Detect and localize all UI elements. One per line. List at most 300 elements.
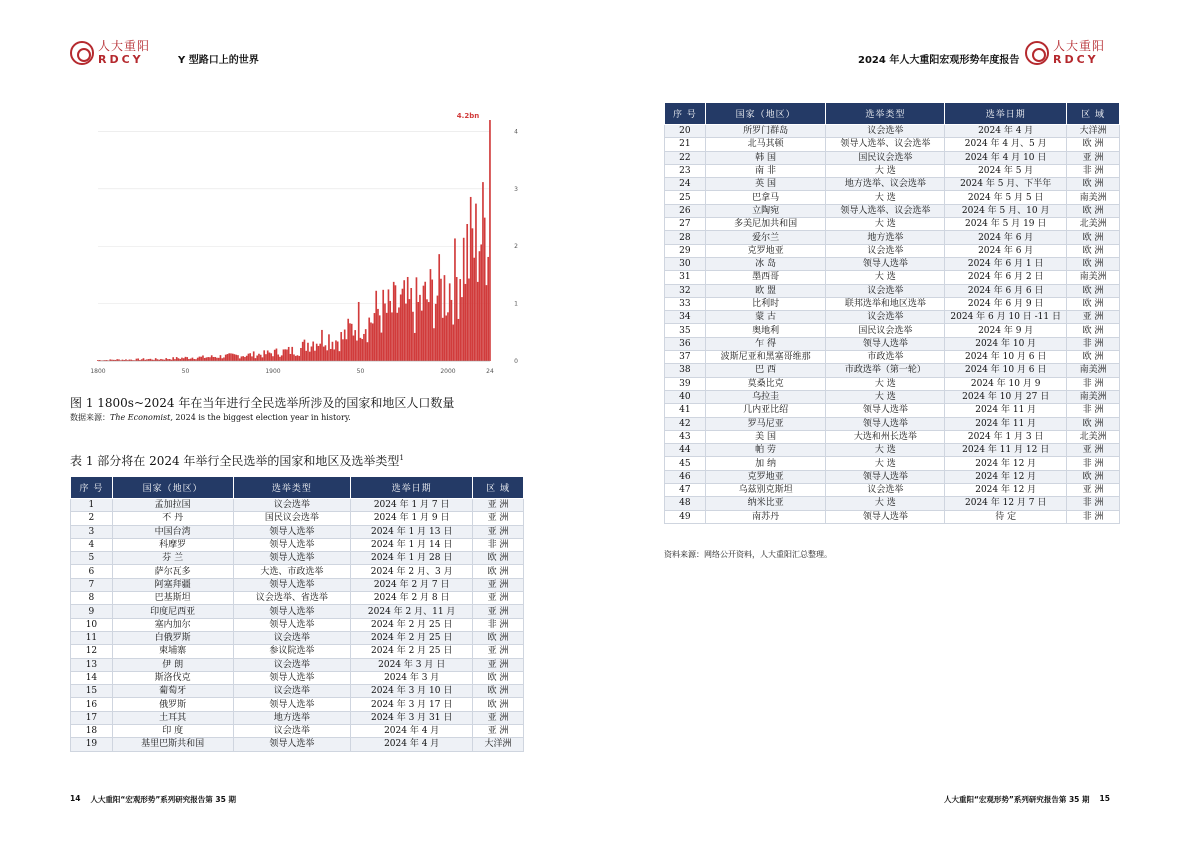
table-cell: 39 xyxy=(665,377,706,390)
table-cell: 2 xyxy=(71,512,113,525)
table-cell: 非 洲 xyxy=(1067,337,1120,350)
table-row xyxy=(665,125,1120,138)
bar xyxy=(339,351,341,361)
bar xyxy=(489,120,491,361)
bar xyxy=(291,347,293,361)
bar xyxy=(192,358,194,361)
bar xyxy=(430,269,432,361)
table-cell: 南美洲 xyxy=(1067,364,1120,377)
bar xyxy=(284,349,286,361)
bar xyxy=(227,354,229,361)
table-row xyxy=(71,512,524,525)
table-cell: 欧 洲 xyxy=(1067,470,1120,483)
table-cell: 29 xyxy=(665,244,706,257)
table-cell: 36 xyxy=(665,337,706,350)
bar xyxy=(160,359,162,361)
bar xyxy=(340,332,342,361)
bar xyxy=(346,339,348,361)
table-cell: 南 非 xyxy=(705,164,826,177)
bar xyxy=(312,342,314,361)
table-cell: 大洋洲 xyxy=(1067,125,1120,138)
logo-en: RDCY xyxy=(98,53,144,66)
bar xyxy=(143,358,145,361)
table-cell: 2024 年 12 月 xyxy=(945,470,1067,483)
table-cell: 2024 年 6 月 xyxy=(945,244,1067,257)
table-cell: 亚 洲 xyxy=(1067,484,1120,497)
table-cell: 莫桑比克 xyxy=(705,377,826,390)
bar xyxy=(440,279,442,361)
table-cell: 参议院选举 xyxy=(233,645,351,658)
table-row xyxy=(665,284,1120,297)
bar xyxy=(242,356,244,361)
bar xyxy=(447,312,449,361)
bar xyxy=(347,319,349,361)
table-cell: 2024 年 11 月 xyxy=(945,417,1067,430)
figure-source xyxy=(70,412,351,423)
table-cell: 40 xyxy=(665,390,706,403)
column-header: 国家（地区） xyxy=(112,477,233,499)
table-cell: 大 选 xyxy=(826,218,945,231)
table-cell: 比利时 xyxy=(705,297,826,310)
bar xyxy=(276,349,278,361)
column-header: 选举日期 xyxy=(351,477,473,499)
bar xyxy=(398,307,400,361)
bar xyxy=(270,353,272,361)
bar xyxy=(202,355,204,361)
table-cell: 所罗门群岛 xyxy=(705,125,826,138)
logo-en: RDCY xyxy=(1053,53,1099,66)
figure-source-prefix: 数据来源： xyxy=(70,413,110,422)
bar xyxy=(206,357,208,361)
bar xyxy=(307,343,309,361)
table-cell: 柬埔寨 xyxy=(112,645,233,658)
bar xyxy=(479,251,481,361)
table-cell: 12 xyxy=(71,645,113,658)
table-cell: 亚 洲 xyxy=(473,592,524,605)
bar xyxy=(234,354,236,361)
table-cell: 葡萄牙 xyxy=(112,685,233,698)
bar xyxy=(178,358,180,361)
chart-svg xyxy=(80,108,525,380)
footer-text: 人大重阳“宏观形势”系列研究报告第 35 期 xyxy=(944,795,1090,804)
table-row xyxy=(665,510,1120,523)
table-cell: 大 选 xyxy=(826,377,945,390)
seal-icon xyxy=(1025,41,1049,65)
table-cell: 阿塞拜疆 xyxy=(112,578,233,591)
table-cell: 2024 年 10 月 27 日 xyxy=(945,390,1067,403)
table-row xyxy=(71,565,524,578)
table-cell: 加 纳 xyxy=(705,457,826,470)
table-row xyxy=(665,390,1120,403)
table-cell: 北美洲 xyxy=(1067,218,1120,231)
bar xyxy=(321,330,323,361)
table-cell: 议会选举 xyxy=(233,631,351,644)
bar xyxy=(428,302,430,361)
table-cell: 2024 年 10 月 6 日 xyxy=(945,351,1067,364)
table-cell: 欧 洲 xyxy=(1067,231,1120,244)
bar xyxy=(361,339,363,361)
table-cell: 2024 年 2 月 7 日 xyxy=(351,578,473,591)
bar xyxy=(186,357,188,361)
bar xyxy=(351,324,353,361)
table-cell: 2024 年 12 月 xyxy=(945,484,1067,497)
table-cell: 伊 朗 xyxy=(112,658,233,671)
table-cell: 斯洛伐克 xyxy=(112,671,233,684)
bar xyxy=(172,357,174,361)
table-row xyxy=(665,364,1120,377)
bar xyxy=(382,290,384,361)
column-header: 选举类型 xyxy=(233,477,351,499)
table-cell: 大 选 xyxy=(826,390,945,403)
table-cell: 国民议会选举 xyxy=(826,151,945,164)
table-cell: 亚 洲 xyxy=(473,512,524,525)
bar xyxy=(263,350,265,361)
bar xyxy=(442,318,444,361)
table-cell: 47 xyxy=(665,484,706,497)
table-cell: 欧 洲 xyxy=(1067,257,1120,270)
table-row xyxy=(665,324,1120,337)
bar xyxy=(274,350,276,361)
table-cell: 46 xyxy=(665,470,706,483)
bar xyxy=(484,218,486,361)
table-cell: 8 xyxy=(71,592,113,605)
table-cell: 2024 年 1 月 7 日 xyxy=(351,499,473,512)
table-cell: 议会选举 xyxy=(826,284,945,297)
bar xyxy=(353,336,355,361)
table-cell: 4 xyxy=(71,538,113,551)
table-cell: 几内亚比绍 xyxy=(705,404,826,417)
table-row xyxy=(71,592,524,605)
bar xyxy=(412,312,414,361)
table-cell: 亚 洲 xyxy=(1067,444,1120,457)
bar xyxy=(309,352,311,361)
table-cell: 国民议会选举 xyxy=(826,324,945,337)
table-cell: 2024 年 2 月 25 日 xyxy=(351,618,473,631)
table-row xyxy=(665,457,1120,470)
bar xyxy=(298,356,300,361)
bar xyxy=(377,309,379,361)
table-cell: 2024 年 5 月、下半年 xyxy=(945,178,1067,191)
column-header: 选举日期 xyxy=(945,103,1067,125)
table-cell: 大 选 xyxy=(826,497,945,510)
table-cell: 2024 年 12 月 xyxy=(945,457,1067,470)
table-cell: 31 xyxy=(665,271,706,284)
table-cell: 欧 洲 xyxy=(1067,138,1120,151)
table-cell: 科摩罗 xyxy=(112,538,233,551)
table-row xyxy=(665,164,1120,177)
table-cell: 巴拿马 xyxy=(705,191,826,204)
bar xyxy=(445,316,447,361)
table-cell: 43 xyxy=(665,430,706,443)
table-cell: 2024 年 2 月 8 日 xyxy=(351,592,473,605)
table-cell: 大 选 xyxy=(826,271,945,284)
bar xyxy=(248,354,250,361)
table1-footnote: 1 xyxy=(399,454,404,462)
table-cell: 23 xyxy=(665,164,706,177)
table-cell: 领导人选举 xyxy=(826,510,945,523)
table-cell: 2024 年 6 月 10 日 -11 日 xyxy=(945,311,1067,324)
table-cell: 领导人选举 xyxy=(826,257,945,270)
bar xyxy=(221,358,223,361)
table-row xyxy=(71,725,524,738)
bar xyxy=(480,244,482,361)
table-row xyxy=(71,698,524,711)
bar xyxy=(267,350,269,361)
table-cell: 欧 洲 xyxy=(473,565,524,578)
table-cell: 3 xyxy=(71,525,113,538)
bar xyxy=(225,355,227,361)
table-cell: 非 洲 xyxy=(1067,404,1120,417)
table-cell: 2024 年 1 月 14 日 xyxy=(351,538,473,551)
rdcy-logo xyxy=(70,40,150,65)
table-cell: 15 xyxy=(71,685,113,698)
table-cell: 克罗地亚 xyxy=(705,244,826,257)
table-cell: 芬 兰 xyxy=(112,552,233,565)
table-cell: 非 洲 xyxy=(1067,377,1120,390)
table-cell: 罗马尼亚 xyxy=(705,417,826,430)
table-cell: 2024 年 3 月 xyxy=(351,671,473,684)
bar xyxy=(176,357,178,361)
bar xyxy=(381,333,383,361)
table-cell: 地方选举 xyxy=(826,231,945,244)
table-row xyxy=(71,738,524,751)
table-cell: 地方选举、议会选举 xyxy=(826,178,945,191)
table-cell: 大选、市政选举 xyxy=(233,565,351,578)
table-cell: 美 国 xyxy=(705,430,826,443)
bar xyxy=(244,357,246,361)
table-cell: 市政选举 xyxy=(826,351,945,364)
bar xyxy=(444,275,446,361)
bar xyxy=(260,355,262,361)
table-cell: 32 xyxy=(665,284,706,297)
bar xyxy=(370,322,372,361)
table-cell: 49 xyxy=(665,510,706,523)
bar xyxy=(318,346,320,361)
table-cell: 欧 洲 xyxy=(1067,351,1120,364)
bar xyxy=(437,296,439,361)
table-cell: 英 国 xyxy=(705,178,826,191)
bar xyxy=(136,359,138,361)
table-cell: 亚 洲 xyxy=(473,711,524,724)
bar xyxy=(475,204,477,361)
bar xyxy=(410,288,412,361)
bar xyxy=(354,330,356,361)
table-cell: 18 xyxy=(71,725,113,738)
table-row xyxy=(71,645,524,658)
bar xyxy=(375,291,377,361)
table-cell: 35 xyxy=(665,324,706,337)
table-cell: 2024 年 2 月 25 日 xyxy=(351,631,473,644)
elections-table-1 xyxy=(70,476,524,752)
table-cell: 25 xyxy=(665,191,706,204)
table-row xyxy=(665,417,1120,430)
footer-page-number: 14 xyxy=(70,794,81,803)
table-row xyxy=(665,191,1120,204)
bar xyxy=(269,353,271,361)
table-cell: 议会选举 xyxy=(233,685,351,698)
table-cell: 待 定 xyxy=(945,510,1067,523)
bar xyxy=(255,358,257,361)
column-header: 序 号 xyxy=(71,477,113,499)
bar xyxy=(330,349,332,361)
table-cell: 国民议会选举 xyxy=(233,512,351,525)
table-row xyxy=(71,671,524,684)
right-page xyxy=(595,0,1190,841)
table-cell: 萨尔瓦多 xyxy=(112,565,233,578)
table-cell: 2024 年 9 月 xyxy=(945,324,1067,337)
table-cell: 领导人选举 xyxy=(826,417,945,430)
table-cell: 16 xyxy=(71,698,113,711)
table-row xyxy=(71,618,524,631)
header-title: Y 型路口上的世界 xyxy=(178,55,259,66)
table-cell: 2024 年 6 月 xyxy=(945,231,1067,244)
table-cell: 欧 洲 xyxy=(473,685,524,698)
table-cell: 亚 洲 xyxy=(473,605,524,618)
bar xyxy=(197,358,199,361)
bar xyxy=(188,359,190,361)
bar xyxy=(211,355,213,361)
bar xyxy=(204,358,206,361)
table-cell: 2024 年 6 月 9 日 xyxy=(945,297,1067,310)
table-cell: 13 xyxy=(71,658,113,671)
table-cell: 2024 年 4 月 xyxy=(351,738,473,751)
bar xyxy=(305,351,307,361)
table-cell: 2024 年 6 月 6 日 xyxy=(945,284,1067,297)
table-cell: 俄罗斯 xyxy=(112,698,233,711)
table-cell: 欧 洲 xyxy=(473,698,524,711)
table-row xyxy=(665,497,1120,510)
table-cell: 欧 盟 xyxy=(705,284,826,297)
table-row xyxy=(665,151,1120,164)
bar xyxy=(403,280,405,361)
table-cell: 欧 洲 xyxy=(1067,284,1120,297)
bar xyxy=(325,345,327,361)
table-cell: 10 xyxy=(71,618,113,631)
bar xyxy=(326,350,328,361)
table-cell: 蒙 古 xyxy=(705,311,826,324)
table-cell: 欧 洲 xyxy=(473,552,524,565)
table-row xyxy=(665,351,1120,364)
table-cell: 2024 年 12 月 7 日 xyxy=(945,497,1067,510)
bar xyxy=(216,358,218,361)
table-cell: 2024 年 4 月 10 日 xyxy=(945,151,1067,164)
bar xyxy=(438,254,440,361)
table-row xyxy=(665,377,1120,390)
bar xyxy=(249,353,251,361)
table-cell: 中国台湾 xyxy=(112,525,233,538)
bar xyxy=(416,277,418,361)
table-cell: 9 xyxy=(71,605,113,618)
bar xyxy=(319,344,321,361)
table-cell: 领导人选举 xyxy=(826,404,945,417)
table-cell: 领导人选举 xyxy=(233,618,351,631)
table-cell: 土耳其 xyxy=(112,711,233,724)
table-cell: 19 xyxy=(71,738,113,751)
bar xyxy=(179,359,181,361)
table-row xyxy=(665,337,1120,350)
table-cell: 欧 洲 xyxy=(1067,204,1120,217)
x-tick-label: 1900 xyxy=(265,368,281,375)
table-row xyxy=(665,311,1120,324)
x-tick-label: 1800 xyxy=(90,368,106,375)
table-cell: 克罗地亚 xyxy=(705,470,826,483)
column-header: 选举类型 xyxy=(826,103,945,125)
table-cell: 2024 年 1 月 9 日 xyxy=(351,512,473,525)
bar xyxy=(230,353,232,361)
table-cell: 2024 年 10 月 xyxy=(945,337,1067,350)
table-cell: 欧 洲 xyxy=(473,631,524,644)
bar xyxy=(472,228,474,361)
table-cell: 大选和州长选举 xyxy=(826,430,945,443)
bar xyxy=(265,354,267,361)
table-cell: 欧 洲 xyxy=(1067,178,1120,191)
table-cell: 2024 年 5 月、10 月 xyxy=(945,204,1067,217)
table-cell: 2024 年 1 月 13 日 xyxy=(351,525,473,538)
bar xyxy=(199,357,201,361)
y-tick-label: 4 xyxy=(514,128,518,136)
bar xyxy=(293,354,295,361)
table-cell: 乌兹别克斯坦 xyxy=(705,484,826,497)
table-cell: 领导人选举 xyxy=(826,337,945,350)
y-tick-label: 3 xyxy=(514,185,518,193)
bar xyxy=(486,285,488,361)
logo-cn: 人大重阳 xyxy=(1053,39,1106,53)
bar xyxy=(314,351,316,361)
table-cell: 南美洲 xyxy=(1067,191,1120,204)
bar xyxy=(363,334,365,361)
table-cell: 2024 年 1 月 3 日 xyxy=(945,430,1067,443)
table-cell: 领导人选举 xyxy=(233,605,351,618)
table-cell: 北美洲 xyxy=(1067,430,1120,443)
bar xyxy=(400,294,402,361)
bar xyxy=(272,356,274,361)
bar xyxy=(342,339,344,361)
bar xyxy=(368,318,370,361)
table-cell: 立陶宛 xyxy=(705,204,826,217)
bar xyxy=(435,304,437,361)
seal-icon xyxy=(70,41,94,65)
table-cell: 领导人选举 xyxy=(826,470,945,483)
bar xyxy=(470,197,472,361)
table-cell: 亚 洲 xyxy=(473,525,524,538)
bar xyxy=(433,328,435,361)
table-cell: 议会选举 xyxy=(826,484,945,497)
table-cell: 26 xyxy=(665,204,706,217)
bar xyxy=(283,349,285,361)
bar xyxy=(207,357,209,361)
table-cell: 5 xyxy=(71,552,113,565)
bar xyxy=(459,279,461,361)
table-cell: 纳米比亚 xyxy=(705,497,826,510)
table1-caption xyxy=(70,452,404,469)
bar xyxy=(365,329,367,361)
table-cell: 38 xyxy=(665,364,706,377)
bar xyxy=(232,354,234,361)
table-cell: 南苏丹 xyxy=(705,510,826,523)
table-cell: 27 xyxy=(665,218,706,231)
bar xyxy=(419,295,421,361)
bar xyxy=(393,282,395,361)
table-row xyxy=(71,605,524,618)
figure-source-italic: The Economist, xyxy=(110,413,173,422)
bar xyxy=(279,357,281,361)
table-cell: 爱尔兰 xyxy=(705,231,826,244)
bar xyxy=(258,354,260,361)
bar xyxy=(417,302,419,361)
table-cell: 领导人选举、议会选举 xyxy=(826,138,945,151)
table-cell: 37 xyxy=(665,351,706,364)
bar xyxy=(389,301,391,361)
